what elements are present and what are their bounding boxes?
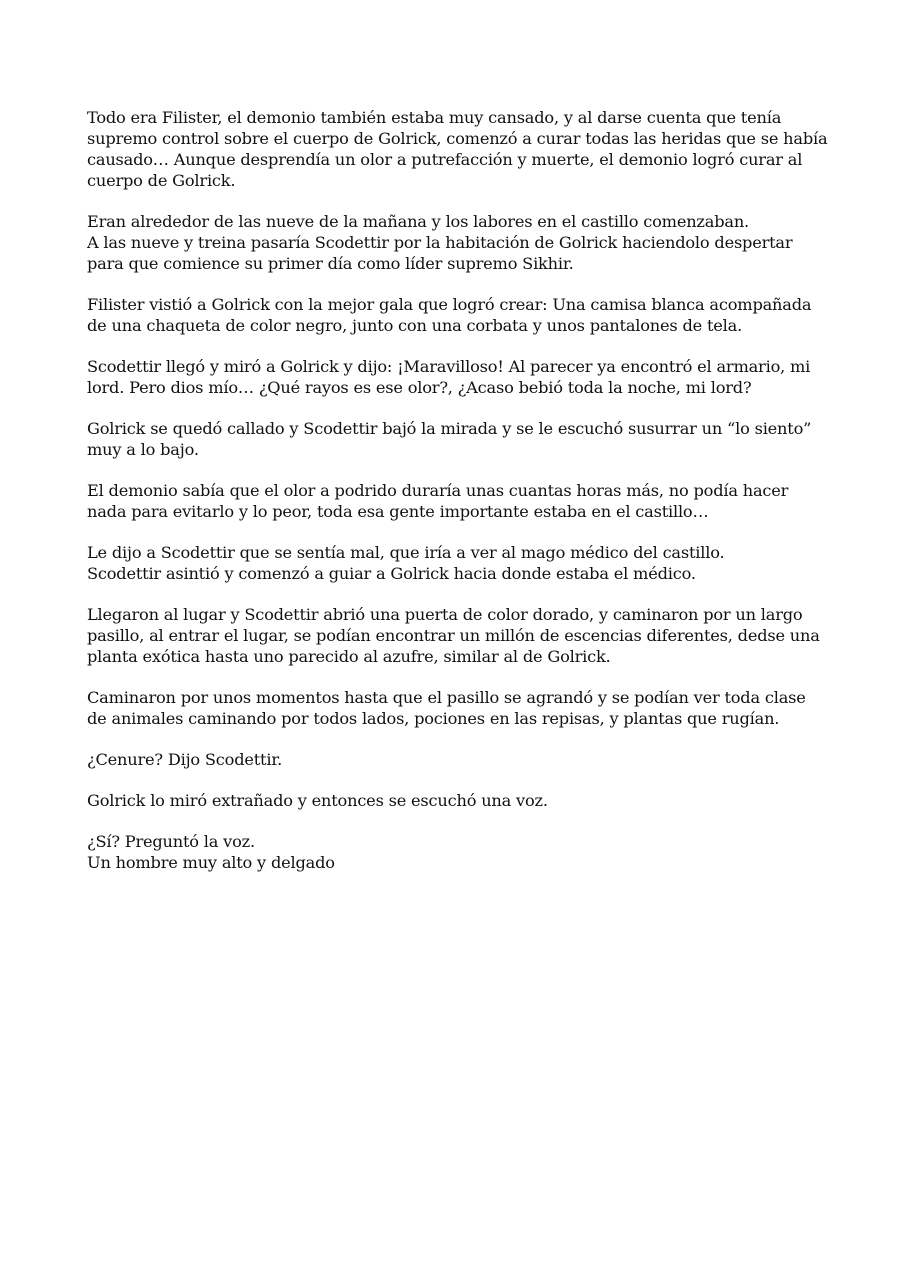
text-line: de una chaqueta de color negro, junto con una corbata y unos pantalones de tela. [87,316,743,335]
text-line: Caminaron por unos momentos hasta que el pasillo se agrandó y se podían ver toda clase [87,688,806,707]
text-line: Filister vistió a Golrick con la mejor gala que logró crear: Una camisa blanca acompañada [87,295,812,314]
text-line: planta exótica hasta uno parecido al azufre, similar al de Golrick. [87,647,611,666]
paragraph [87,294,827,336]
paragraph [87,831,827,873]
text-line: Un hombre muy alto y delgado [87,853,335,872]
paragraph [87,790,827,811]
text-line: causado… Aunque desprendía un olor a putrefacción y muerte, el demonio logró curar al [87,150,803,169]
text-line: ¿Sí? Preguntó la voz. [87,832,255,851]
text-line: pasillo, al entrar el lugar, se podían encontrar un millón de escencias diferentes, dedse una [87,626,820,645]
text-line: El demonio sabía que el olor a podrido duraría unas cuantas horas más, no podía hacer [87,481,789,500]
text-line: Golrick se quedó callado y Scodettir bajó la mirada y se le escuchó susurrar un “lo siento” [87,419,812,438]
text-line: lord. Pero dios mío… ¿Qué rayos es ese olor?, ¿Acaso bebió toda la noche, mi lord? [87,378,752,397]
text-line: de animales caminando por todos lados, pociones en las repisas, y plantas que rugían. [87,709,780,728]
paragraph [87,356,827,398]
text-line: Le dijo a Scodettir que se sentía mal, que iría a ver al mago médico del castillo. [87,543,725,562]
paragraph [87,480,827,522]
paragraph [87,604,827,667]
text-line: para que comience su primer día como líder supremo Sikhir. [87,254,574,273]
text-line: cuerpo de Golrick. [87,171,236,190]
text-line: nada para evitarlo y lo peor, toda esa gente importante estaba en el castillo… [87,502,709,521]
text-line: Llegaron al lugar y Scodettir abrió una puerta de color dorado, y caminaron por un largo [87,605,803,624]
paragraph [87,687,827,729]
text-line: Eran alrededor de las nueve de la mañana y los labores en el castillo comenzaban. [87,212,749,231]
text-line: A las nueve y treina pasaría Scodettir por la habitación de Golrick haciendolo despertar [87,233,793,252]
paragraph [87,749,827,770]
text-line: Golrick lo miró extrañado y entonces se escuchó una voz. [87,791,548,810]
paragraph [87,418,827,460]
text-line: ¿Cenure? Dijo Scodettir. [87,750,283,769]
text-line: Scodettir llegó y miró a Golrick y dijo: ¡Maravilloso! Al parecer ya encontró el armario, mi [87,357,811,376]
document-body [87,107,827,893]
paragraph [87,107,827,191]
text-line: muy a lo bajo. [87,440,199,459]
text-line: Todo era Filister, el demonio también estaba muy cansado, y al darse cuenta que tenía [87,108,782,127]
paragraph [87,542,827,584]
text-line: supremo control sobre el cuerpo de Golrick, comenzó a curar todas las heridas que se había [87,129,828,148]
text-line: Scodettir asintió y comenzó a guiar a Golrick hacia donde estaba el médico. [87,564,696,583]
paragraph [87,211,827,274]
